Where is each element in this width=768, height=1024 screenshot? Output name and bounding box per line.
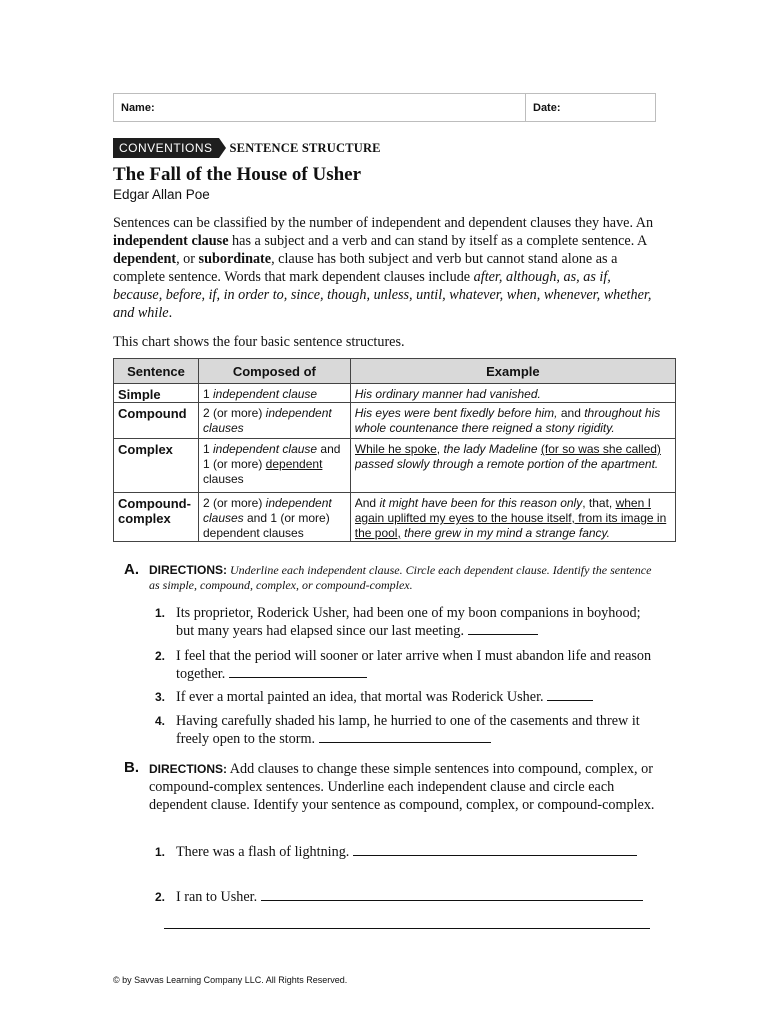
list-item [155, 888, 655, 906]
table-row [114, 493, 676, 542]
section-a-letter: A. [124, 561, 139, 578]
example-text: His eyes were bent fixedly before him, [354, 406, 558, 420]
list-item [155, 604, 655, 640]
table-row [114, 384, 676, 403]
table-row [114, 439, 676, 493]
item-number: 3. [155, 690, 166, 704]
cell-text: 2 (or more) [202, 496, 266, 510]
table-cell [198, 403, 350, 439]
conventions-tag: CONVENTIONS [113, 138, 219, 158]
directions-label: DIRECTIONS: [149, 762, 227, 776]
section-a-directions [149, 563, 659, 593]
conventions-header [113, 138, 381, 158]
author: Edgar Allan Poe [113, 187, 210, 202]
conventions-subtitle: SENTENCE STRUCTURE [229, 140, 381, 155]
intro-text: has a subject and a verb and can stand by itself as a complete sentence. A [228, 233, 647, 249]
cell-text: 2 (or more) [202, 406, 266, 420]
cell-text: 1 [202, 442, 213, 456]
example-text: , [436, 442, 444, 456]
list-item [155, 712, 655, 748]
list-item [155, 647, 655, 683]
name-date-box [113, 93, 656, 122]
item-number: 1. [155, 845, 166, 859]
sentence-type: Simple [118, 387, 161, 401]
term-dependent: dependent [113, 251, 177, 267]
date-field[interactable] [526, 94, 655, 121]
conventions-arrow-icon [219, 138, 226, 158]
intro-paragraph [113, 214, 661, 322]
table-cell [198, 384, 350, 403]
answer-blank[interactable] [547, 689, 593, 701]
item-number: 1. [155, 606, 166, 620]
intro-text: , or [176, 251, 199, 267]
item-text: I ran to Usher. [176, 889, 258, 905]
intro-text: , clause has both subject and verb but cannot stand alone as a complete sentence. Words that mark dependent clauses include [113, 251, 618, 285]
cell-text: and 1 (or more) dependent clauses [202, 511, 330, 540]
example-text: His ordinary manner had vanished. [354, 387, 541, 401]
cell-text: dependent [265, 457, 323, 471]
table-header: Example [350, 359, 675, 384]
answer-blank[interactable] [319, 731, 491, 743]
date-label: Date: [533, 102, 561, 114]
cell-text: and 1 (or more) [202, 442, 341, 471]
item-text: I feel that the period will sooner or later arrive when I must abandon life and reason together. [176, 648, 652, 682]
example-text: throughout his whole countenance there reigned a stony rigidity. [354, 406, 661, 435]
item-text: There was a flash of lightning. [176, 844, 350, 860]
table-cell [114, 439, 199, 493]
sentence-structure-table [113, 358, 676, 542]
item-text: Having carefully shaded his lamp, he hurried to one of the casements and threw it freely open to the storm. [176, 713, 640, 747]
table-cell [198, 493, 350, 542]
table-cell [350, 493, 675, 542]
item-text: Its proprietor, Roderick Usher, had been one of my boon companions in boyhood; but many years had elapsed since our last meeting. [176, 605, 641, 639]
directions-label: DIRECTIONS: [149, 563, 227, 577]
item-number: 2. [155, 890, 166, 904]
cell-text: 1 [202, 387, 213, 401]
cell-text: independent clauses [202, 496, 332, 525]
copyright-footer: © by Savvas Learning Company LLC. All Rights Reserved. [113, 975, 348, 985]
example-text: and [557, 406, 585, 420]
answer-blank[interactable] [468, 623, 538, 635]
example-text: , that, [582, 496, 616, 510]
table-header-row [114, 359, 676, 384]
name-label: Name: [121, 102, 155, 114]
answer-blank[interactable] [229, 666, 367, 678]
item-number: 2. [155, 649, 166, 663]
cell-text: independent clauses [202, 406, 332, 435]
example-text: when I again uplifted my eyes to the house itself, from its image in the pool, [354, 496, 667, 540]
term-subordinate: subordinate [198, 251, 272, 267]
list-item [155, 843, 655, 861]
intro-text: Sentences can be classified by the number of independent and dependent clauses they have. An [113, 215, 654, 231]
table-cell [198, 439, 350, 493]
sentence-type: Compound-complex [118, 496, 191, 526]
table-cell [350, 439, 675, 493]
table-row [114, 403, 676, 439]
section-b-letter: B. [124, 759, 139, 776]
example-text: the lady Madeline [443, 442, 538, 456]
example-text: passed slowly through a remote portion of the apartment. [354, 457, 659, 471]
table-cell [350, 384, 675, 403]
section-b-directions [149, 760, 661, 814]
sentence-type: Compound [118, 406, 187, 421]
table-cell [114, 403, 199, 439]
answer-blank[interactable] [353, 844, 637, 856]
item-text: If ever a mortal painted an idea, that mortal was Roderick Usher. [176, 689, 544, 705]
table-header: Composed of [198, 359, 350, 384]
table-cell [114, 493, 199, 542]
table-header: Sentence [114, 359, 199, 384]
name-field[interactable] [114, 94, 526, 121]
chart-intro: This chart shows the four basic sentence structures. [113, 334, 405, 350]
directions-text: Add clauses to change these simple sentences into compound, complex, or compound-complex sentences. Underline each independent clause and circle each dependent clause. Identify your sentence as compound, complex, or compound-complex. [149, 761, 655, 813]
page-title: The Fall of the House of Usher [113, 164, 362, 185]
marker-words: after, although, as, as if, because, before, if, in order to, since, though, unless, until, whatever, when, whenever, whether, and while [113, 269, 652, 321]
sentence-type: Complex [118, 442, 173, 457]
example-text: While he spoke [354, 442, 437, 456]
term-independent-clause: independent clause [113, 233, 229, 249]
cell-text: independent clause [213, 442, 318, 456]
answer-blank[interactable] [261, 889, 643, 901]
table-cell [350, 403, 675, 439]
cell-text: clauses [202, 472, 244, 486]
example-text: (for so was she called) [540, 442, 661, 456]
intro-text: . [168, 305, 173, 321]
directions-text: Underline each independent clause. Circle each dependent clause. Identify the sentence as simple, compound, complex, or compound-complex. [149, 563, 652, 592]
item-number: 4. [155, 714, 166, 728]
answer-blank[interactable] [164, 928, 650, 929]
example-text: there grew in my mind a strange fancy. [400, 526, 610, 540]
table-cell [114, 384, 199, 403]
example-text: And [354, 496, 380, 510]
list-item [155, 688, 655, 706]
example-text: it might have been for this reason only [379, 496, 583, 510]
cell-text: independent clause [213, 387, 318, 401]
